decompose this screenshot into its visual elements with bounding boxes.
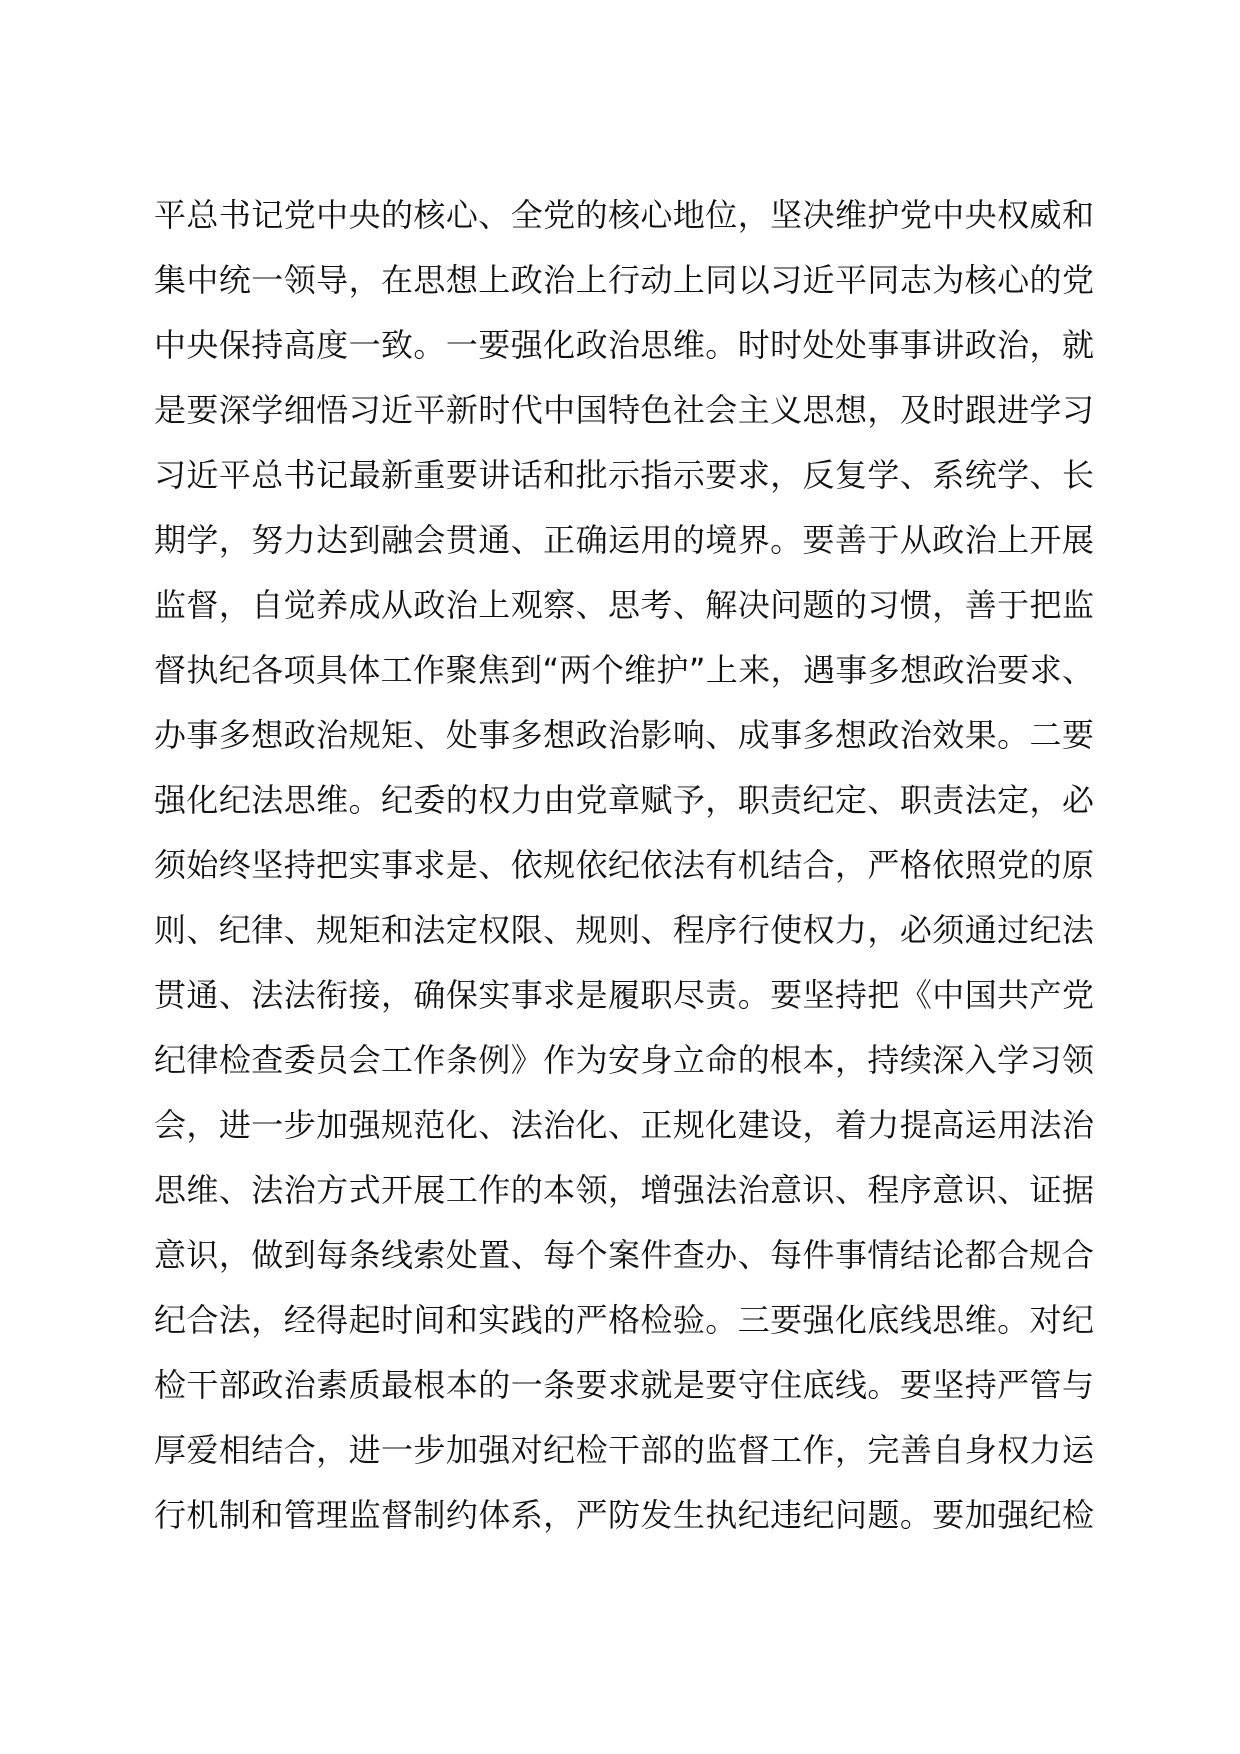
body-text [154, 183, 1094, 1548]
text-line: 行机制和管理监督制约体系，严防发生执纪违纪问题。要加强纪检 [154, 1496, 1094, 1534]
text-line: 厚爱相结合，进一步加强对纪检干部的监督工作，完善自身权力运 [154, 1431, 1094, 1469]
text-line: 纪律检查委员会工作条例》作为安身立命的根本，持续深入学习领 [154, 1041, 1094, 1079]
text-line: 办事多想政治规矩、处事多想政治影响、成事多想政治效果。二要 [154, 716, 1094, 754]
text-line: 监督，自觉养成从政治上观察、思考、解决问题的习惯，善于把监 [154, 586, 1094, 624]
text-line: 集中统一领导，在思想上政治上行动上同以习近平同志为核心的党 [154, 261, 1094, 299]
text-line: 思维、法治方式开展工作的本领，增强法治意识、程序意识、证据 [154, 1171, 1094, 1209]
text-line: 习近平总书记最新重要讲话和批示指示要求，反复学、系统学、长 [154, 456, 1094, 494]
text-line: 期学，努力达到融会贯通、正确运用的境界。要善于从政治上开展 [154, 521, 1094, 559]
text-line: 督执纪各项具体工作聚焦到“两个维护”上来，遇事多想政治要求、 [154, 651, 1094, 689]
text-line: 须始终坚持把实事求是、依规依纪依法有机结合，严格依照党的原 [154, 846, 1094, 884]
text-line: 纪合法，经得起时间和实践的严格检验。三要强化底线思维。对纪 [154, 1301, 1094, 1339]
text-line: 会，进一步加强规范化、法治化、正规化建设，着力提高运用法治 [154, 1106, 1094, 1144]
text-line: 是要深学细悟习近平新时代中国特色社会主义思想，及时跟进学习 [154, 391, 1094, 429]
text-line: 贯通、法法衔接，确保实事求是履职尽责。要坚持把《中国共产党 [154, 976, 1094, 1014]
text-line: 则、纪律、规矩和法定权限、规则、程序行使权力，必须通过纪法 [154, 911, 1094, 949]
text-line: 中央保持高度一致。一要强化政治思维。时时处处事事讲政治，就 [154, 326, 1094, 364]
text-line: 强化纪法思维。纪委的权力由党章赋予，职责纪定、职责法定，必 [154, 781, 1094, 819]
text-line: 检干部政治素质最根本的一条要求就是要守住底线。要坚持严管与 [154, 1366, 1094, 1404]
text-line: 平总书记党中央的核心、全党的核心地位，坚决维护党中央权威和 [154, 196, 1094, 234]
text-line: 意识，做到每条线索处置、每个案件查办、每件事情结论都合规合 [154, 1236, 1094, 1274]
